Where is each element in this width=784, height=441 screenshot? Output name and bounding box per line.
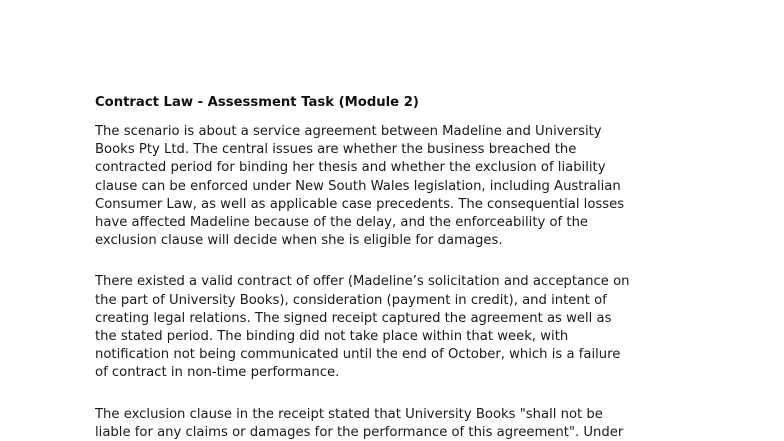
paragraph-line: The exclusion clause in the receipt stated that University Books "shall not be [95,406,603,422]
paragraph-line: creating legal relations. The signed receipt captured the agreement as well as [95,310,612,326]
paragraph-line: the part of University Books), consideration (payment in credit), and intent of [95,292,607,308]
paragraph-scenario [95,123,695,250]
paragraph-line: exclusion clause will decide when she is eligible for damages. [95,233,503,249]
paragraph-line: have affected Madeline because of the delay, and the enforceability of the [95,215,589,231]
paragraph-line: notification not being communicated until the end of October, which is a failure [95,347,621,363]
paragraph-line: the stated period. The binding did not take place within that week, with [95,329,569,345]
paragraph-line: of contract in non-time performance. [95,365,340,381]
paragraph-line: liable for any claims or damages for the performance of this agreement". Under [95,424,624,440]
paragraph-line: There existed a valid contract of offer (Madeline’s solicitation and acceptance on [95,274,630,290]
paragraph-contract-formation [95,273,695,382]
paragraph-line: Consumer Law, as well as applicable case precedents. The consequential losses [95,196,625,212]
paragraph-exclusion-clause [95,406,695,441]
document-title: Contract Law - Assessment Task (Module 2) [95,95,419,110]
paragraph-line: contracted period for binding her thesis and whether the exclusion of liability [95,160,606,176]
paragraph-line: clause can be enforced under New South Wales legislation, including Australian [95,178,621,194]
document-body [95,95,695,441]
paragraph-line: The scenario is about a service agreement between Madeline and University [95,124,602,139]
paragraph-line: Books Pty Ltd. The central issues are whether the business breached the [95,142,577,158]
